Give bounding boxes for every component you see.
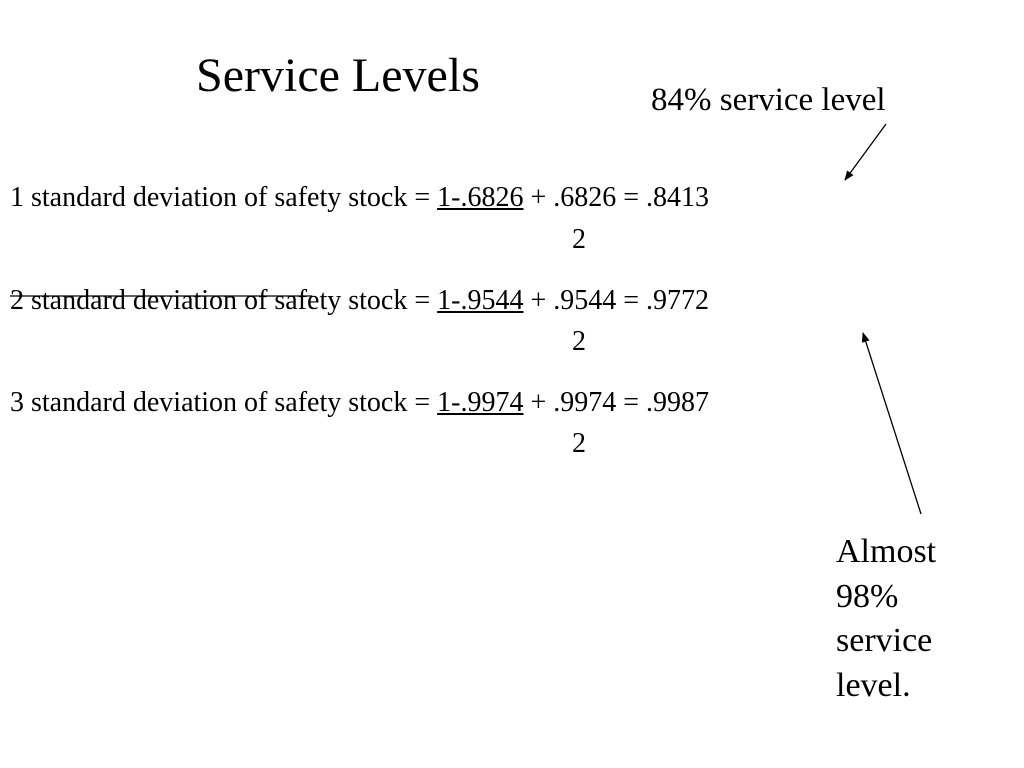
formula-denominator-3: 2 bbox=[572, 428, 586, 459]
formula-result: + .9544 = .9772 bbox=[523, 285, 710, 316]
formula-label: 1 standard deviation of safety stock = bbox=[10, 182, 438, 213]
formula-numerator: 1-.9974 bbox=[437, 387, 524, 418]
formula-denominator-1: 2 bbox=[572, 224, 586, 255]
annotation-line: 98% bbox=[836, 577, 899, 615]
slide-title: Service Levels bbox=[196, 49, 480, 102]
arrow-to-98-percent bbox=[863, 333, 921, 514]
formula-result: + .6826 = .8413 bbox=[523, 182, 710, 213]
formula-denominator-2: 2 bbox=[572, 326, 586, 357]
formula-numerator: 1-.6826 bbox=[437, 182, 524, 213]
annotation-line: service bbox=[836, 622, 933, 659]
annotation-line: Almost bbox=[836, 533, 937, 570]
formula-label: 3 standard deviation of safety stock = bbox=[10, 387, 438, 418]
annotation-line: level. bbox=[836, 666, 911, 704]
formula-result: + .9974 = .9987 bbox=[523, 387, 710, 418]
formula-label-struck: 2 standard deviation o bbox=[10, 285, 259, 316]
annotation-84-percent: 84% service level bbox=[651, 82, 886, 118]
arrow-to-84-percent bbox=[845, 124, 886, 180]
formula-label: f safety stock = bbox=[258, 285, 438, 316]
formula-numerator: 1-.9544 bbox=[437, 285, 524, 316]
